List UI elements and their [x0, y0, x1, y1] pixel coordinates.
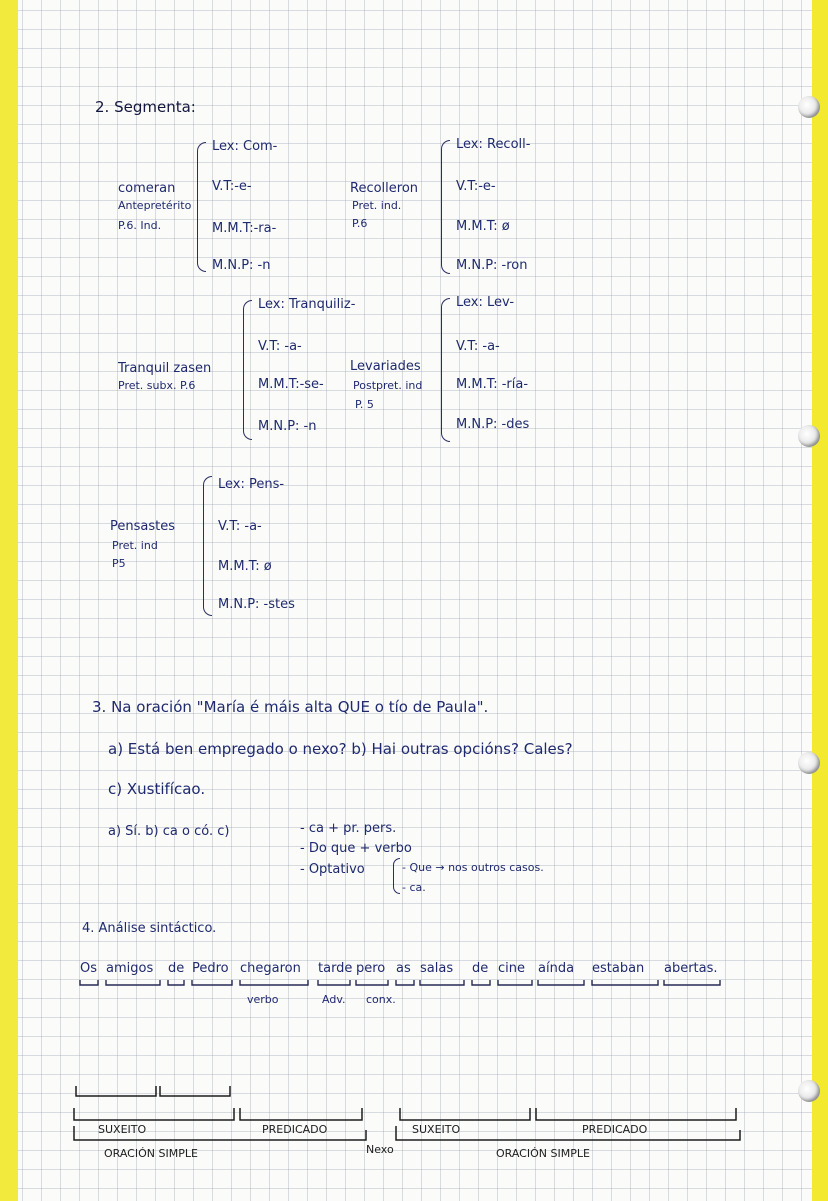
exercise-3-answer-c2: - Do que + verbo	[300, 841, 412, 856]
segment-lex: Lex: Recoll-	[456, 137, 531, 152]
tense-label: Pret. ind.	[352, 199, 402, 212]
exercise-3-question-c: c) Xustifícao.	[108, 780, 206, 798]
exercise-3-question-ab: a) Está ben empregado o nexo? b) Hai outras opcións? Cales?	[108, 740, 573, 758]
sentence-word: chegaron	[240, 961, 301, 976]
exercise-3-prompt: 3. Na oración "María é máis alta QUE o tío de Paula".	[92, 698, 489, 716]
sentence-word: pero	[356, 961, 386, 976]
segment-mnp: M.N.P: -ron	[456, 258, 528, 273]
label-nexo: Nexo	[366, 1143, 394, 1156]
sentence-word: de	[168, 961, 185, 976]
sentence-word: aínda	[538, 961, 575, 976]
segment-vt: V.T:-e-	[456, 179, 496, 194]
exercise-3-answer-c3-opt2: - ca.	[402, 881, 426, 894]
label-adv: Adv.	[322, 993, 346, 1006]
segment-lex: Lex: Lev-	[456, 295, 515, 310]
sentence-word: estaban	[592, 961, 645, 976]
label-predicado-1: PREDICADO	[262, 1123, 328, 1136]
tense-label: Postpret. ind	[353, 379, 423, 392]
sentence-word: as	[396, 961, 411, 976]
tense-label: Antepretérito	[118, 199, 192, 212]
exercise-4-title: 4. Análise sintáctico.	[82, 921, 217, 936]
sentence-word: abertas.	[664, 961, 718, 976]
sentence-word: cine	[498, 961, 525, 976]
word-underline-brackets	[80, 980, 720, 985]
sentence-word: de	[472, 961, 489, 976]
segment-mmt: M.M.T: ø	[456, 219, 510, 234]
verb-levariades: Levariades	[350, 359, 421, 374]
label-predicado-2: PREDICADO	[582, 1123, 648, 1136]
segment-mmt: M.M.T: -ría-	[456, 377, 529, 392]
person-label: P.6. Ind.	[118, 219, 162, 232]
verb-tranquilizasen: Tranquil zasen	[118, 361, 212, 376]
exercise-3-answer-c3-opt1: - Que → nos outros casos.	[402, 861, 544, 874]
segment-vt: V.T:-e-	[212, 179, 252, 194]
segment-vt: V.T: -a-	[456, 339, 500, 354]
segment-lex: Lex: Pens-	[218, 477, 285, 492]
tense-label: Pret. subx. P.6	[118, 379, 196, 392]
label-suxeito-1: SUXEITO	[98, 1123, 147, 1136]
verb-recolleron: Recolleron	[350, 181, 419, 196]
segment-vt: V.T: -a-	[218, 519, 262, 534]
segment-mmt: M.M.T:-ra-	[212, 221, 277, 236]
label-verbo: verbo	[247, 993, 279, 1006]
verb-pensastes: Pensastes	[110, 519, 175, 534]
person-label: P. 5	[355, 398, 374, 411]
segment-mmt: M.M.T: ø	[218, 559, 272, 574]
segment-mmt: M.M.T:-se-	[258, 377, 324, 392]
segment-mnp: M.N.P: -stes	[218, 597, 295, 612]
segment-lex: Lex: Tranquiliz-	[258, 297, 356, 312]
exercise-2-title: 2. Segmenta:	[95, 98, 196, 116]
exercise-3-answer-ab: a) Sí. b) ca o có. c)	[108, 824, 230, 839]
segment-mnp: M.N.P: -des	[456, 417, 530, 432]
exercise-3-answer-c1: - ca + pr. pers.	[300, 821, 397, 836]
tense-label: Pret. ind	[112, 539, 158, 552]
person-label: P5	[112, 557, 126, 570]
sentence-word: salas	[420, 961, 454, 976]
segment-mnp: M.N.P: -n	[212, 258, 271, 273]
segment-vt: V.T: -a-	[258, 339, 302, 354]
sentence-word: Os	[80, 961, 98, 976]
sentence-word: tarde	[318, 961, 353, 976]
label-conx: conx.	[366, 993, 396, 1006]
exercise-3-answer-c3-label: - Optativo	[300, 862, 365, 877]
label-oracion-simple-2: ORACIÓN SIMPLE	[496, 1147, 590, 1160]
segment-mnp: M.N.P: -n	[258, 419, 317, 434]
label-suxeito-2: SUXEITO	[412, 1123, 461, 1136]
sentence-word: amigos	[106, 961, 154, 976]
sentence-word: Pedro	[192, 961, 229, 976]
person-label: P.6	[352, 217, 368, 230]
label-oracion-simple-1: ORACIÓN SIMPLE	[104, 1147, 198, 1160]
segment-lex: Lex: Com-	[212, 139, 278, 154]
verb-comeran: comeran	[118, 181, 176, 196]
